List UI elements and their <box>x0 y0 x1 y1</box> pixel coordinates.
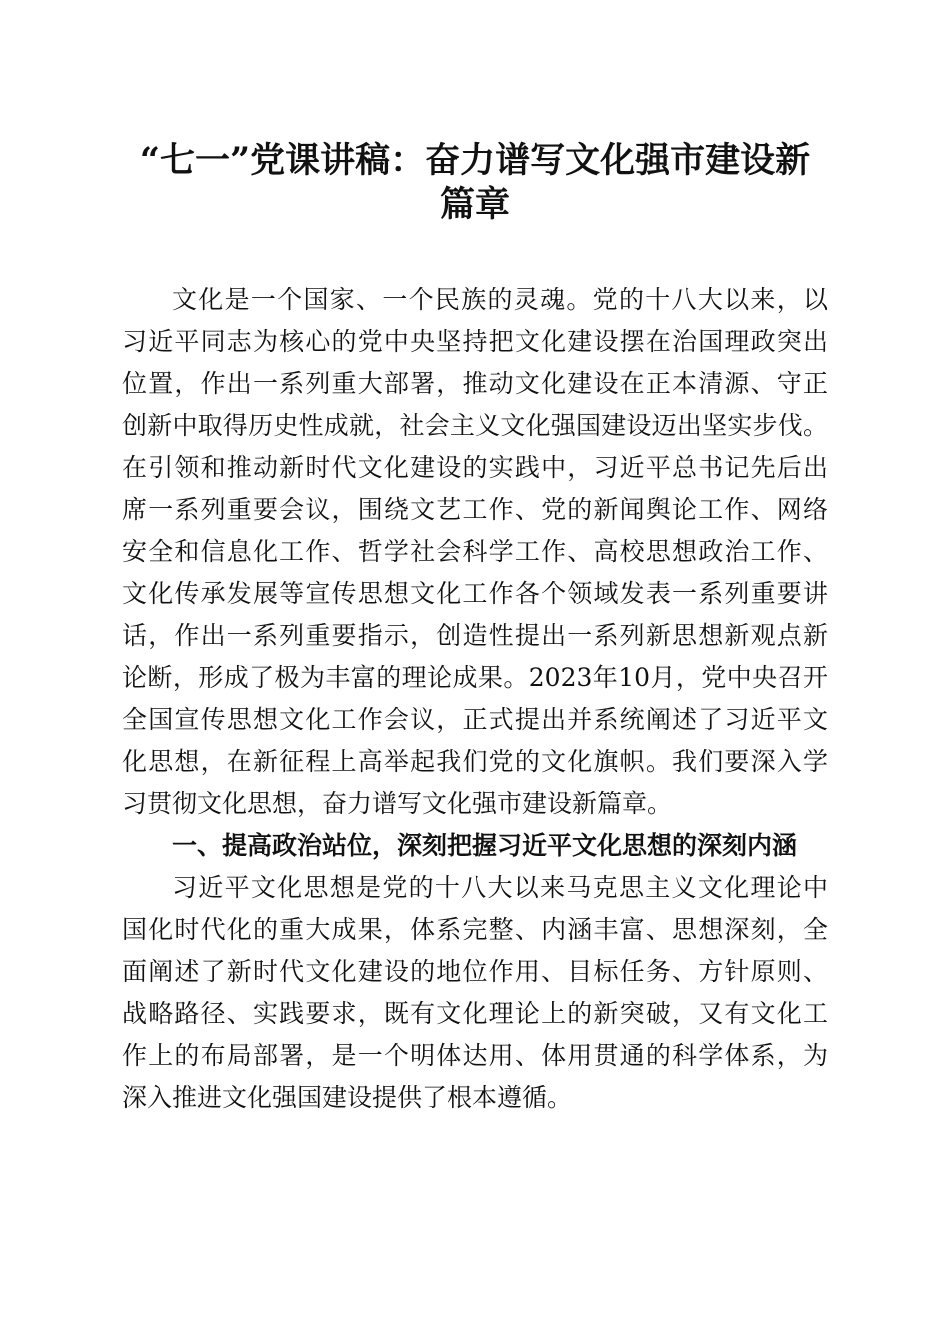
document-title-line-1: “七一”党课讲稿：奋力谱写文化强市建设新 <box>139 140 811 181</box>
paragraph-line: 席一系列重要会议，围绕文艺工作、党的新闻舆论工作、网络 <box>122 495 828 524</box>
paragraph-line: 话，作出一系列重要指示，创造性提出一系列新思想新观点新 <box>122 621 828 650</box>
paragraph-line: 国化时代化的重大成果，体系完整、内涵丰富、思想深刻，全 <box>122 915 828 944</box>
paragraph-line: 化思想，在新征程上高举起我们党的文化旗帜。我们要深入学 <box>122 747 828 776</box>
paragraph-line: 创新中取得历史性成就，社会主义文化强国建设迈出坚实步伐。 <box>122 411 828 440</box>
paragraph-line: 习贯彻文化思想，奋力谱写文化强市建设新篇章。 <box>122 789 673 818</box>
paragraph-line: 位置，作出一系列重大部署，推动文化建设在正本清源、守正 <box>122 369 828 398</box>
document-title-line-2: 篇章 <box>439 184 510 225</box>
paragraph-line: 习近平文化思想是党的十八大以来马克思主义文化理论中 <box>172 873 828 902</box>
paragraph-line: 在引领和推动新时代文化建设的实践中，习近平总书记先后出 <box>122 453 828 482</box>
paragraph-line: 文化传承发展等宣传思想文化工作各个领域发表一系列重要讲 <box>122 579 828 608</box>
paragraph-line: 面阐述了新时代文化建设的地位作用、目标任务、方针原则、 <box>122 957 828 986</box>
paragraph-line: 全国宣传思想文化工作会议，正式提出并系统阐述了习近平文 <box>122 705 828 734</box>
paragraph-line: 战略路径、实践要求，既有文化理论上的新突破，又有文化工 <box>122 999 828 1028</box>
paragraph-line: 深入推进文化强国建设提供了根本遵循。 <box>122 1083 573 1112</box>
paragraph-line: 文化是一个国家、一个民族的灵魂。党的十八大以来，以 <box>172 285 828 314</box>
section-heading-1: 一、提高政治站位，深刻把握习近平文化思想的深刻内涵 <box>172 831 798 860</box>
paragraph-line: 习近平同志为核心的党中央坚持把文化建设摆在治国理政突出 <box>122 327 828 356</box>
paragraph-line: 作上的布局部署，是一个明体达用、体用贯通的科学体系，为 <box>122 1041 828 1070</box>
paragraph-line: 论断，形成了极为丰富的理论成果。2023年10月，党中央召开 <box>122 663 828 692</box>
paragraph-line: 安全和信息化工作、哲学社会科学工作、高校思想政治工作、 <box>122 537 828 566</box>
